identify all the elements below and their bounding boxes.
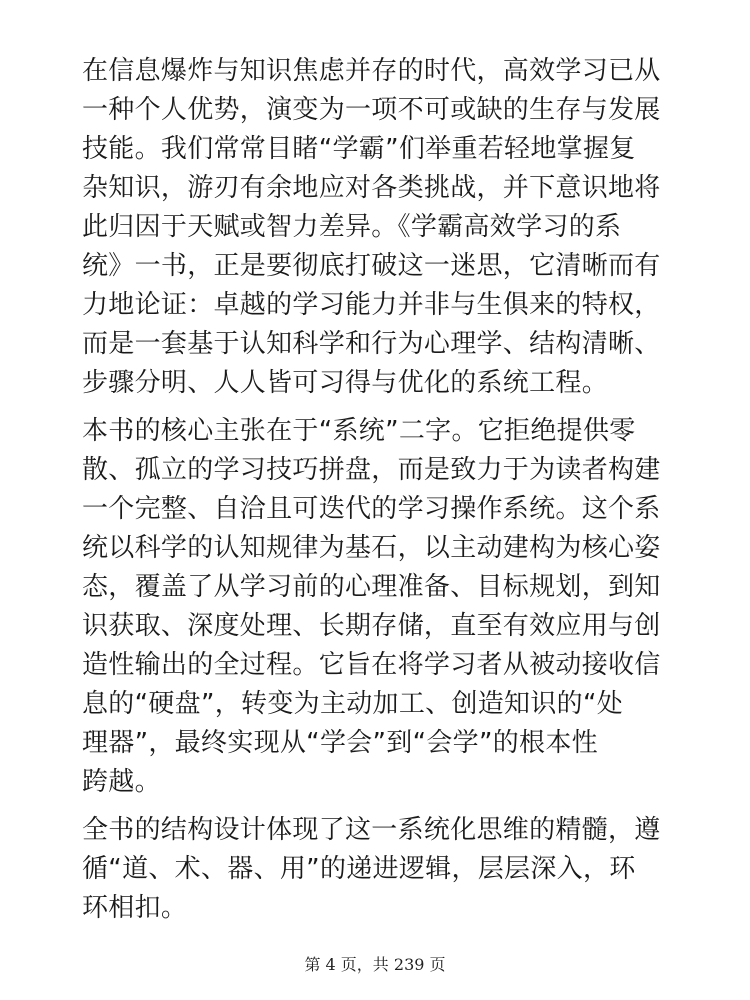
text-line: 而是一套基于认知科学和行为心理学、结构清晰、 — [82, 329, 661, 359]
page-number-footer: 第 4 页，共 239 页 — [304, 955, 446, 974]
text-line: 本书的核心主张在于“系统”二字。它拒绝提供零 — [82, 416, 636, 446]
text-line: 一种个人优势，演变为一项不可或缺的生存与发展 — [82, 95, 661, 125]
text-line: 一个完整、自洽且可迭代的学习操作系统。这个系 — [82, 494, 661, 524]
text-line: 息的“硬盘”，转变为主动加工、创造知识的“处 — [82, 689, 624, 719]
text-line: 在信息爆炸与知识焦虑并存的时代，高效学习已从 — [82, 56, 661, 86]
paragraph-2 — [82, 412, 682, 802]
text-line: 力地论证：卓越的学习能力并非与生俱来的特权， — [82, 290, 661, 320]
text-line: 循“道、术、器、用”的递进逻辑，层层深入，环 — [82, 854, 636, 884]
text-line: 全书的结构设计体现了这一系统化思维的精髓，遵 — [82, 815, 661, 845]
text-line: 技能。我们常常目睹“学霸”们举重若轻地掌握复 — [82, 134, 636, 164]
text-line: 理器”，最终实现从“学会”到“会学”的根本性 — [82, 728, 598, 758]
text-line: 造性输出的全过程。它旨在将学习者从被动接收信 — [82, 650, 661, 680]
paragraph-1 — [82, 52, 682, 403]
text-line: 识获取、深度处理、长期存储，直至有效应用与创 — [82, 611, 661, 641]
paragraph-3 — [82, 811, 682, 928]
text-line: 散、孤立的学习技巧拼盘，而是致力于为读者构建 — [82, 455, 661, 485]
text-line: 统》一书，正是要彻底打破这一迷思，它清晰而有 — [82, 251, 661, 281]
text-line: 杂知识，游刃有余地应对各类挑战，并下意识地将 — [82, 173, 661, 203]
text-line: 统以科学的认知规律为基石，以主动建构为核心姿 — [82, 533, 661, 563]
text-line: 步骤分明、人人皆可习得与优化的系统工程。 — [82, 368, 609, 398]
text-line: 态，覆盖了从学习前的心理准备、目标规划，到知 — [82, 572, 661, 602]
text-line: 此归因于天赋或智力差异。《学霸高效学习的系 — [82, 212, 622, 242]
text-line: 环相扣。 — [82, 893, 188, 923]
text-line: 跨越。 — [82, 767, 161, 797]
document-body — [82, 52, 682, 937]
